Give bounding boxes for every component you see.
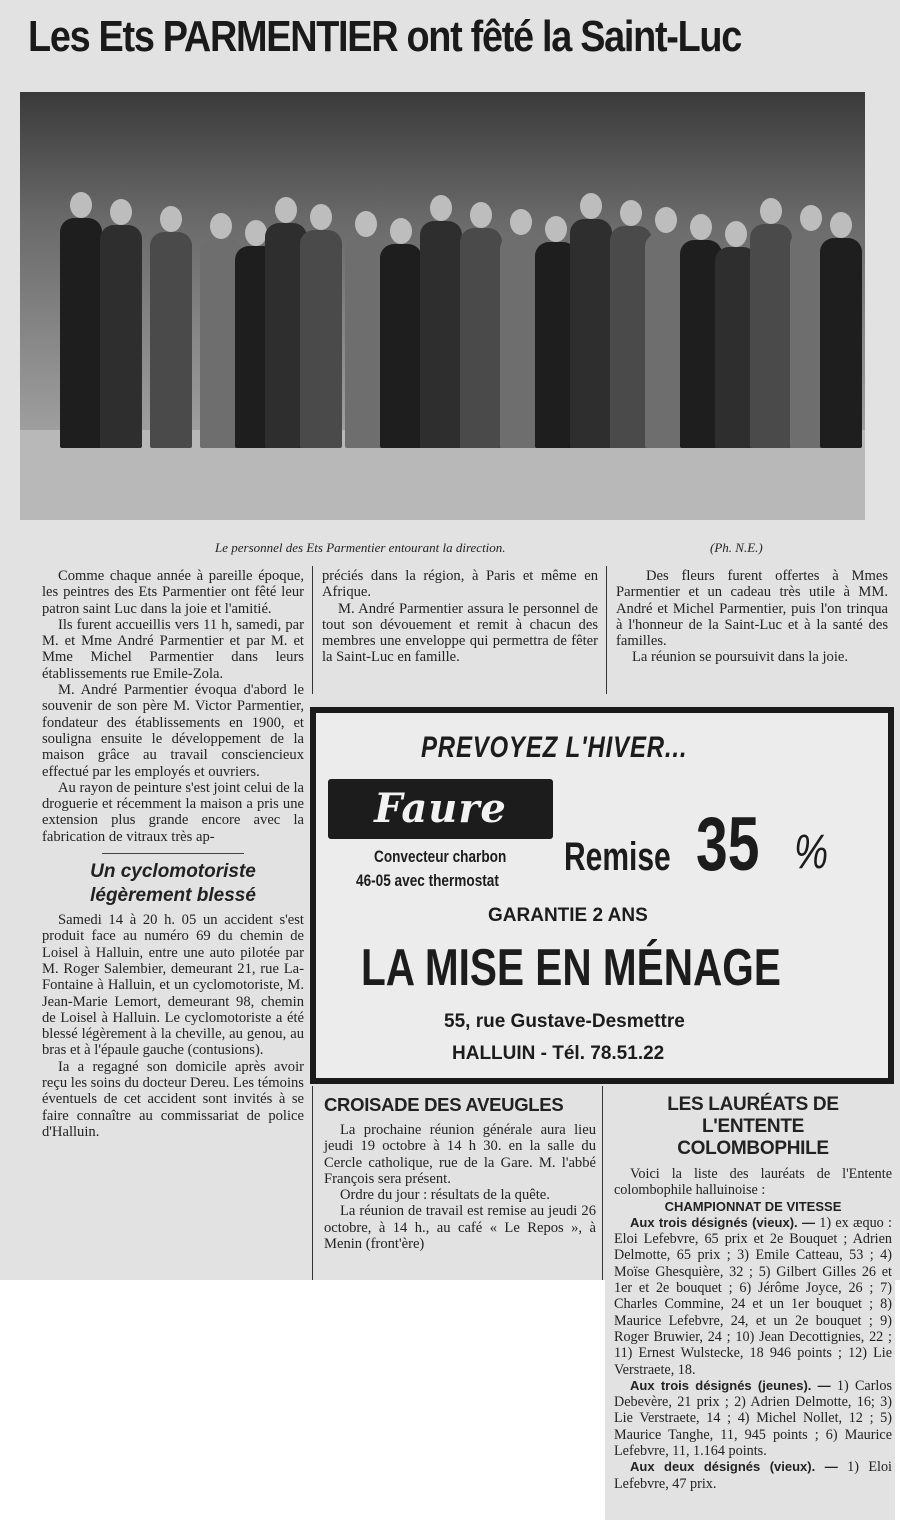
croisade-title: CROISADE DES AVEUGLES — [324, 1094, 564, 1115]
person-silhouette — [420, 195, 462, 422]
faure-advertisement — [310, 707, 894, 1084]
person-silhouette — [570, 193, 612, 422]
paragraph: Au rayon de peinture s'est joint celui de la droguerie et récemment la maison a pris une extension plus grande encore avec la fabrication de vitraux très ap- — [42, 779, 304, 845]
croisade-article — [324, 1094, 596, 1252]
championship-heading: CHAMPIONNAT DE VITESSE — [664, 1198, 842, 1214]
column-rule — [312, 566, 313, 694]
paragraph: préciés dans la région, à Paris et même en Afrique. — [322, 568, 598, 601]
section-label: Aux deux désignés (vieux). — — [630, 1459, 838, 1475]
person-silhouette — [60, 192, 102, 422]
person-silhouette — [150, 206, 192, 422]
paragraph: M. André Parmentier évoqua d'abord le souvenir de son père M. Victor Parmentier, fondateur des établissements en 1900, et souligna ensuite le développement de la maison grâce au travail consciencieux effectué par les employés et ouvriers. — [42, 682, 304, 780]
discount-value: 35 — [696, 802, 760, 887]
paragraph: Comme chaque année à pareille époque, les peintres des Ets Parmentier ont fêté leur patron saint Luc dans la joie et l'amitié. — [42, 568, 304, 617]
guarantee: GARANTIE 2 ANS — [488, 905, 648, 926]
paragraph: Ordre du jour : résultats de la quête. — [340, 1187, 550, 1204]
result-section — [614, 1378, 892, 1459]
result-section — [614, 1215, 892, 1378]
paragraph: Ils furent accueillis vers 11 h, samedi, par M. et Mme André Parmentier et par M. et Mme Michel Parmentier dans leurs établissements rue Emile-Zola. — [42, 616, 304, 682]
section-text: 1) ex æquo : Eloi Lefebvre, 65 prix et 2e Bouquet ; Adrien Delmotte, 65 prix ; 3) Emile Catteau, 53 ; 4) Moïse Ghesquière, 32 ; 5) Gilbert Gilles 26 et 1er et 2e bouquet ; 6) Jérôme Joyce, 26 ; 7) Charles Commine, 24 et un 1er bouquet ; 8) Maurice Lefebvre, 24, et un 2e bouquet ; 9) Roger Bruwier, 24 ; 10) Jean Decottignies, 22 ; 11) Ernest Wulstecke, 18 946 points ; 12) Lie Verstraete, 18. — [614, 1214, 892, 1378]
product-line-1: Convecteur charbon — [374, 847, 507, 866]
store-name: LA MISE EN MÉNAGE — [361, 939, 781, 997]
divider — [102, 853, 244, 854]
person-silhouette — [750, 198, 792, 422]
person-silhouette — [460, 202, 502, 422]
paragraph: Voici la liste des lauréats de l'Entente colombophile halluinoise : — [614, 1166, 892, 1199]
person-silhouette — [100, 199, 142, 422]
section-label: Aux trois désignés (jeunes). — — [630, 1377, 831, 1393]
cyclo-title-line2: légèrement blessé — [90, 885, 256, 907]
paragraph: La réunion de travail est remise au jeudi 26 octobre, à 14 h., au café « Le Repos », à Menin (front'ère) — [324, 1203, 596, 1253]
discount-label: Remise — [564, 835, 671, 879]
colombophile-title-line1: LES LAURÉATS DE L'ENTENTE — [667, 1094, 839, 1137]
cyclo-title — [42, 860, 304, 908]
section-text: 1) Carlos Debevère, 21 prix ; 2) Adrien Delmotte, 16; 3) Lie Verstraete, 14 ; 4) Michel Nollet, 12 ; 5) Maurice Tanghe, 11, 945 points ; 6) Maurice Lefebvre, 11, 1.164 points. — [614, 1377, 892, 1460]
photo-credit: (Ph. N.E.) — [710, 540, 763, 555]
faure-logo: Faure — [328, 779, 553, 839]
person-silhouette — [820, 212, 862, 422]
cyclo-title-line1: Un cyclomotoriste — [90, 861, 256, 883]
article-column-3 — [616, 568, 888, 666]
section-text: 1) Eloi Lefebvre, 47 prix. — [614, 1459, 893, 1492]
article-column-1 — [42, 568, 304, 1140]
store-address: 55, rue Gustave-Desmettre — [444, 1011, 685, 1032]
paragraph: Samedi 14 à 20 h. 05 un accident s'est produit face au numéro 69 du chemin de Loisel à Halluin, entre une auto pilotée par M. Roger Salembier, demeurant 21, rue La-Fontaine à Halluin, et un cyclomotoriste, M. Jean-Marie Lemort, demeurant 98, chemin de Loisel à Halluin. Le cyclomotoriste a été blessé légèrement à la cheville, au genou, au bras et à l'épaule gauche (contusions). — [42, 912, 304, 1059]
paragraph: M. André Parmentier assura le personnel de tout son dévouement et remit à chacun des membres une enveloppe qui permettra de fêter la Saint-Luc en famille. — [322, 600, 598, 666]
discount-unit: % — [794, 826, 829, 879]
paragraph: La réunion se poursuivit dans la joie. — [632, 649, 849, 666]
product-line-2: 46-05 avec thermostat — [356, 871, 499, 890]
colombophile-article — [614, 1094, 892, 1492]
ad-headline: PREVOYEZ L'HIVER... — [421, 731, 688, 764]
person-silhouette — [380, 218, 422, 422]
headline: Les Ets PARMENTIER ont fêté la Saint-Luc — [28, 12, 742, 61]
store-city-phone: HALLUIN - Tél. 78.51.22 — [452, 1043, 665, 1064]
section-label: Aux trois désignés (vieux). — — [630, 1214, 815, 1230]
column-rule — [312, 1086, 313, 1280]
paragraph: La prochaine réunion générale aura lieu jeudi 19 octobre à 14 h 30. en la salle du Cercle catholique, rue de la Gare. M. l'abbé François sera présent. — [324, 1122, 596, 1187]
group-photo — [20, 92, 865, 520]
result-section — [614, 1459, 892, 1492]
column-rule — [606, 566, 607, 694]
article-column-2 — [322, 568, 598, 666]
photo-caption: Le personnel des Ets Parmentier entourant la direction. — [215, 540, 506, 555]
column-rule — [602, 1086, 603, 1280]
paragraph: Des fleurs furent offertes à Mmes Parmentier et un cadeau très utile à MM. André et Michel Parmentier, puis l'on trinqua à l'honneur de la Saint-Luc et à la santé des familles. — [616, 568, 888, 650]
paragraph: Ia a regagné son domicile après avoir reçu les soins du docteur Dereu. Les témoins éventuels de cet accident sont invités à se faire connaître au commissariat de police d'Halluin. — [42, 1058, 304, 1140]
person-silhouette — [300, 204, 342, 422]
colombophile-title-line2: COLOMBOPHILE — [677, 1138, 829, 1159]
